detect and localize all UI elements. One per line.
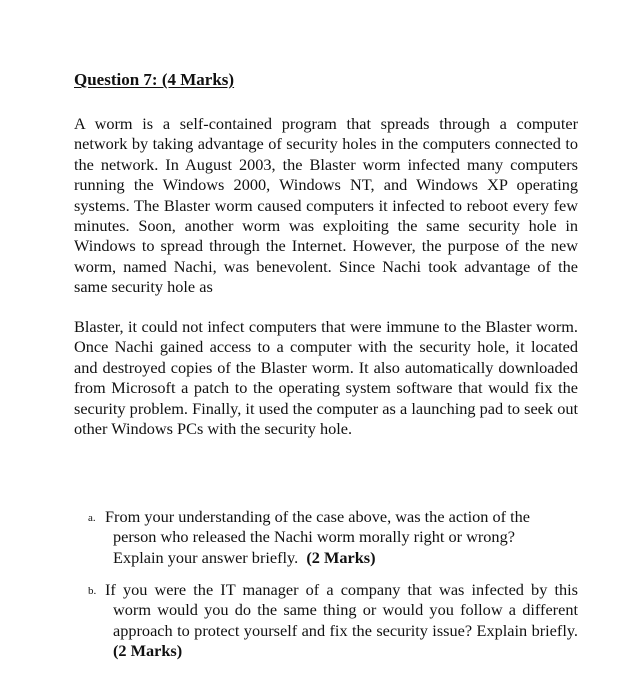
sub-question-b <box>88 580 578 661</box>
question-heading: Question 7: (4 Marks) <box>74 70 235 89</box>
case-paragraph-2: Blaster, it could not infect computers that were immune to the Blaster worm. Once Nachi gained access to a computer with the security hole, it located and destroyed copies of the Blaster worm. It also automatically downloaded from Microsoft a patch to the operating system software that would fix the security problem. Finally, it used the computer as a launching pad to seek out other Windows PCs with the security hole. <box>74 317 578 439</box>
sub-question-marker: b. <box>88 585 97 597</box>
sub-question-marker: a. <box>88 512 96 524</box>
sub-question-text: From your understanding of the case above, was the action of the person who released the Nachi worm morally right or wrong? Explain your answer briefly. <box>105 507 530 567</box>
sub-question-a <box>88 507 578 568</box>
sub-question-text-container <box>105 580 578 661</box>
sub-question-text: If you were the IT manager of a company that was infected by this worm would you do the same thing or would you follow a different approach to protect yourself and fix the security issue? Explain briefly. <box>105 580 578 640</box>
marks-label: (2 Marks) <box>306 547 376 567</box>
marks-label: (2 Marks) <box>113 640 183 660</box>
case-paragraph-1: A worm is a self-contained program that spreads through a computer network by taking advantage of security holes in the computers connected to the network. In August 2003, the Blaster worm infected many computers running the Windows 2000, Windows NT, and Windows XP operating systems. The Blaster worm caused computers it infected to reboot every few minutes. Soon, another worm was exploiting the same security hole in Windows to spread through the Internet. However, the purpose of the new worm, named Nachi, was benevolent. Since Nachi took advantage of the same security hole as <box>74 114 578 297</box>
sub-question-text-container <box>105 507 551 568</box>
